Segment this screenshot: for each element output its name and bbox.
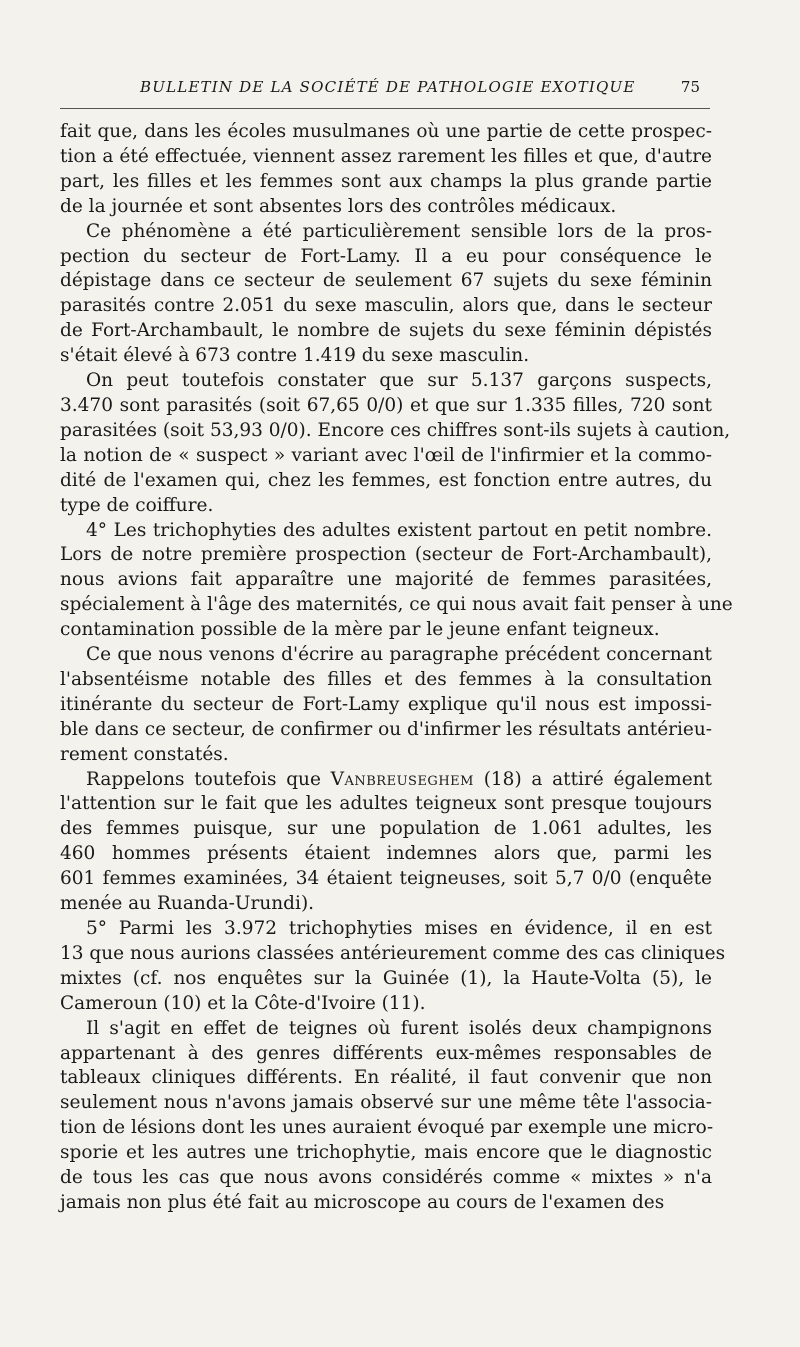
text-line: 601 femmes examinées, 34 étaient teigneuses, soit 5,7 0/0 (enquête bbox=[60, 868, 712, 890]
text-line: parasités contre 2.051 du sexe masculin, alors que, dans le secteur bbox=[60, 295, 712, 317]
page-number: 75 bbox=[680, 78, 700, 96]
text-line: mixtes (cf. nos enquêtes sur la Guinée (1), la Haute-Volta (5), le bbox=[60, 967, 712, 989]
text-line: On peut toutefois constater que sur 5.137 garçons suspects, bbox=[86, 370, 712, 392]
text-line: de la journée et sont absentes lors des contrôles médicaux. bbox=[60, 195, 617, 217]
paragraph bbox=[60, 220, 712, 369]
text-line: jamais non plus été fait au microscope au cours de l'examen des bbox=[60, 1191, 665, 1213]
text-line: Lors de notre première prospection (secteur de Fort-Archambault), bbox=[60, 544, 712, 566]
text-line: type de coiffure. bbox=[60, 494, 214, 516]
text-line: appartenant à des genres différents eux-mêmes responsables de bbox=[60, 1042, 712, 1064]
text-line: sporie et les autres une trichophytie, mais encore que le diagnostic bbox=[60, 1142, 712, 1164]
text-line: 13 que nous aurions classées antérieurement comme des cas cliniques bbox=[60, 942, 726, 964]
body-text bbox=[60, 120, 733, 1216]
text-line: 4° Les trichophyties des adultes existent partout en petit nombre. bbox=[86, 519, 712, 541]
text-line: fait que, dans les écoles musulmanes où une partie de cette prospec- bbox=[60, 121, 712, 142]
text-line: spécialement à l'âge des maternités, ce qui nous avait fait penser à une bbox=[60, 594, 733, 616]
text-line: la notion de « suspect » variant avec l'œil de l'infirmier et la commo- bbox=[60, 444, 712, 466]
paragraph bbox=[60, 643, 712, 768]
text-line: 460 hommes présents étaient indemnes alors que, parmi les bbox=[60, 843, 712, 865]
text-line: de tous les cas que nous avons considérés comme « mixtes » n'a bbox=[60, 1167, 712, 1189]
text-line: menée au Ruanda-Urundi). bbox=[60, 893, 315, 915]
text-line: l'attention sur le fait que les adultes teigneux sont presque toujours bbox=[60, 793, 712, 815]
text-line: parasitées (soit 53,93 0/0). Encore ces chiffres sont-ils sujets à caution, bbox=[60, 419, 731, 441]
text-line: Ce phénomène a été particulièrement sensible lors de la pros- bbox=[86, 220, 712, 242]
text-line: seulement nous n'avons jamais observé sur une même tête l'associa- bbox=[60, 1092, 712, 1114]
text-line: part, les filles et les femmes sont aux champs la plus grande partie bbox=[60, 170, 712, 192]
text-line: nous avions fait apparaître une majorité de femmes parasitées, bbox=[60, 569, 712, 591]
text-line: l'absentéisme notable des filles et des femmes à la consultation bbox=[60, 668, 712, 690]
text-line: Rappelons toutefois que Vanbreuseghem (18) a attiré également bbox=[86, 768, 712, 790]
paragraph bbox=[60, 768, 712, 917]
paragraph bbox=[60, 369, 731, 518]
text-line: de Fort-Archambault, le nombre de sujets du sexe féminin dépistés bbox=[60, 320, 712, 342]
text-line: Il s'agit en effet de teignes où furent isolés deux champignons bbox=[86, 1017, 712, 1039]
text-line: s'était élevé à 673 contre 1.419 du sexe masculin. bbox=[60, 345, 530, 367]
text-line: tion de lésions dont les unes auraient évoqué par exemple une micro- bbox=[60, 1117, 714, 1139]
running-header bbox=[60, 72, 710, 109]
text-line: itinérante du secteur de Fort-Lamy explique qu'il nous est impossi- bbox=[60, 693, 712, 715]
text-line: ble dans ce secteur, de confirmer ou d'infirmer les résultats antérieu- bbox=[60, 718, 713, 740]
text-line: Ce que nous venons d'écrire au paragraphe précédent concernant bbox=[86, 644, 712, 666]
paragraph bbox=[60, 1017, 712, 1216]
paragraph bbox=[60, 519, 733, 644]
text-line: Cameroun (10) et la Côte-d'Ivoire (11). bbox=[60, 992, 426, 1014]
author-name: Vanbreuseghem bbox=[330, 768, 474, 790]
text-line: tion a été effectuée, viennent assez rarement les filles et que, d'autre bbox=[60, 145, 712, 167]
text-line: rement constatés. bbox=[60, 743, 229, 765]
text-line: dépistage dans ce secteur de seulement 67 sujets du sexe féminin bbox=[60, 270, 712, 292]
text-line: 5° Parmi les 3.972 trichophyties mises en évidence, il en est bbox=[86, 918, 712, 939]
text-line: 3.470 sont parasités (soit 67,65 0/0) et que sur 1.335 filles, 720 sont bbox=[60, 394, 712, 416]
paragraph bbox=[60, 120, 712, 220]
text-line: contamination possible de la mère par le jeune enfant teigneux. bbox=[60, 619, 660, 641]
text-line: pection du secteur de Fort-Lamy. Il a eu pour conséquence le bbox=[60, 245, 712, 267]
text-line: dité de l'examen qui, chez les femmes, est fonction entre autres, du bbox=[60, 469, 712, 491]
running-title: BULLETIN DE LA SOCIÉTÉ DE PATHOLOGIE EXOTIQUE bbox=[140, 78, 636, 96]
text-line: des femmes puisque, sur une population de 1.061 adultes, les bbox=[60, 818, 712, 840]
paragraph bbox=[60, 917, 726, 1017]
text-line: tableaux cliniques différents. En réalité, il faut convenir que non bbox=[60, 1067, 712, 1089]
